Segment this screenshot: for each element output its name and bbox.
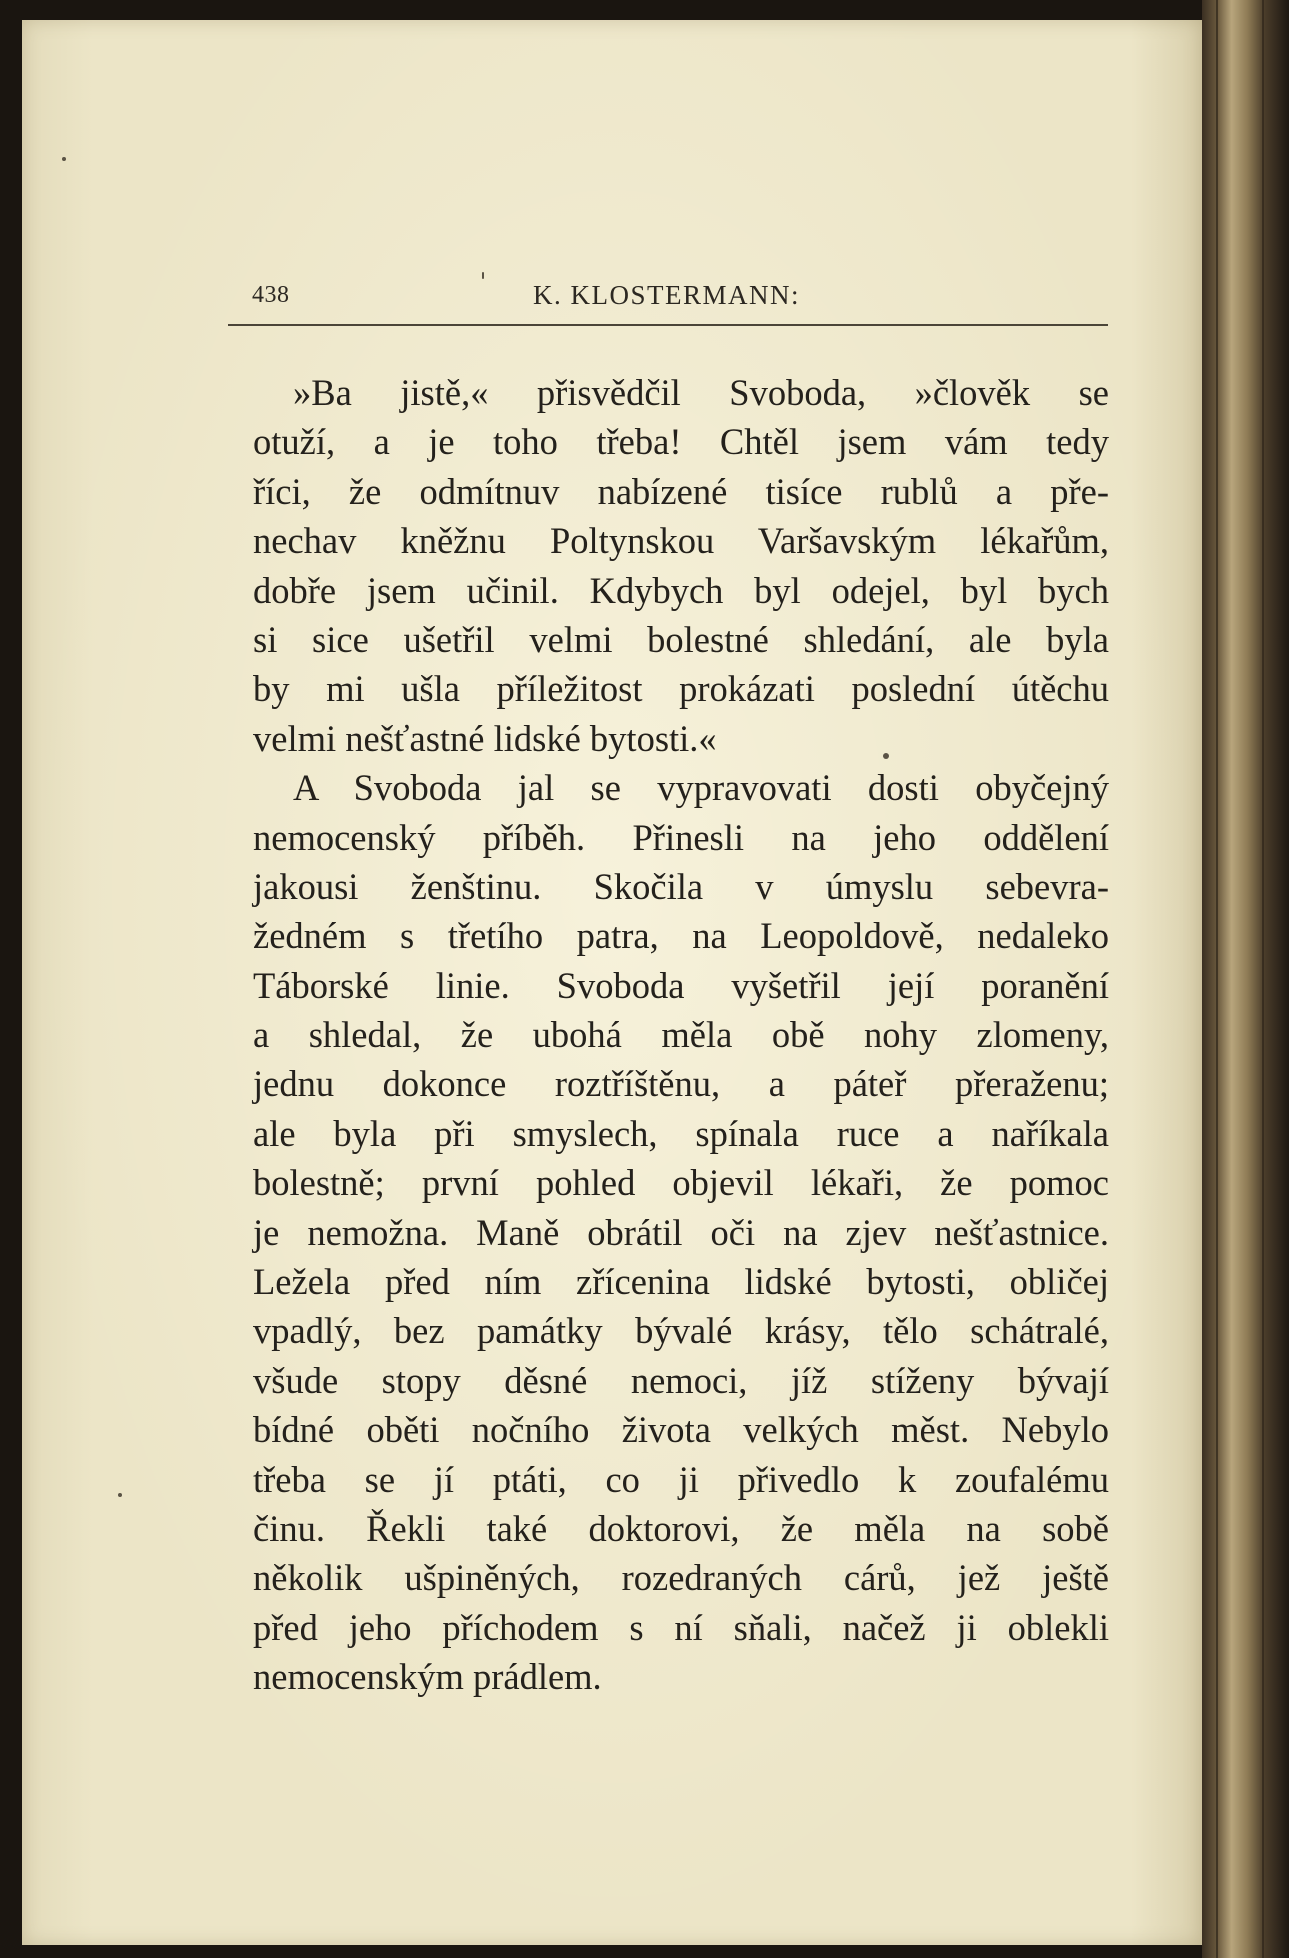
text-line: nechav kněžnu Poltynskou Varšavským lékařům, (253, 520, 1109, 562)
paragraph (253, 763, 1109, 1701)
text-line: Ležela před ním zřícenina lidské bytosti, obličej (253, 1261, 1109, 1303)
text-line: bolestně; první pohled objevil lékaři, že pomoc (253, 1162, 1109, 1204)
text-line: si sice ušetřil velmi bolestné shledání, ale byla (253, 618, 1109, 660)
text-line: jednu dokonce roztříštěnu, a páteř přeraženu; (253, 1063, 1109, 1105)
running-head: K. KLOSTERMANN: (533, 280, 801, 310)
text-line: Táborské linie. Svoboda vyšetřil její poranění (253, 964, 1109, 1006)
text-line: by mi ušla příležitost prokázati poslední útěchu (253, 668, 1109, 710)
text-line: otuží, a je toho třeba! Chtěl jsem vám tedy (253, 421, 1109, 463)
text-line: velmi nešťastné lidské bytosti.« (253, 717, 717, 759)
text-line: je nemožna. Maně obrátil oči na zjev nešťastnice. (253, 1211, 1109, 1253)
text-line: činu. Řekli také doktorovi, že měla na sobě (253, 1507, 1109, 1549)
text-line: žedném s třetího patra, na Leopoldově, nedaleko (253, 915, 1109, 957)
gutter-edge (1216, 0, 1218, 1958)
page-number: 438 (252, 282, 290, 308)
body-text (253, 368, 1109, 1702)
text-line: »Ba jistě,« přisvědčil Svoboda, »člověk se (293, 372, 1109, 413)
text-line: A Svoboda jal se vypravovati dosti obyčejný (293, 767, 1109, 809)
text-line: třeba se jí ptáti, co ji přivedlo k zoufalému (253, 1458, 1109, 1500)
paper-speck (482, 272, 484, 279)
text-line: nemocenským prádlem. (253, 1656, 602, 1698)
text-line: dobře jsem učinil. Kdybych byl odejel, byl bych (253, 569, 1109, 611)
text-line: ale byla při smyslech, spínala ruce a naříkala (253, 1112, 1109, 1154)
paper-speck (62, 157, 66, 161)
gutter-edge (1262, 0, 1264, 1958)
paper-speck (118, 1493, 122, 1497)
text-line: říci, že odmítnuv nabízené tisíce rublů a pře- (253, 470, 1109, 512)
text-line: bídné oběti nočního života velkých měst. Nebylo (253, 1409, 1109, 1451)
text-line: všude stopy děsné nemoci, jíž stíženy bývají (253, 1359, 1109, 1401)
text-line: vpadlý, bez památky bývalé krásy, tělo schátralé, (253, 1310, 1109, 1352)
page-header (228, 280, 1108, 326)
text-line: před jeho příchodem s ní sňali, načež ji oblekli (253, 1606, 1109, 1648)
text-line: a shledal, že ubohá měla obě nohy zlomeny, (253, 1014, 1109, 1056)
text-line: jakousi ženštinu. Skočila v úmyslu sebevra- (253, 865, 1109, 907)
text-line: několik ušpiněných, rozedraných cárů, jež ještě (253, 1557, 1109, 1599)
text-line: nemocenský příběh. Přinesli na jeho oddělení (253, 816, 1109, 858)
paragraph (253, 368, 1109, 763)
